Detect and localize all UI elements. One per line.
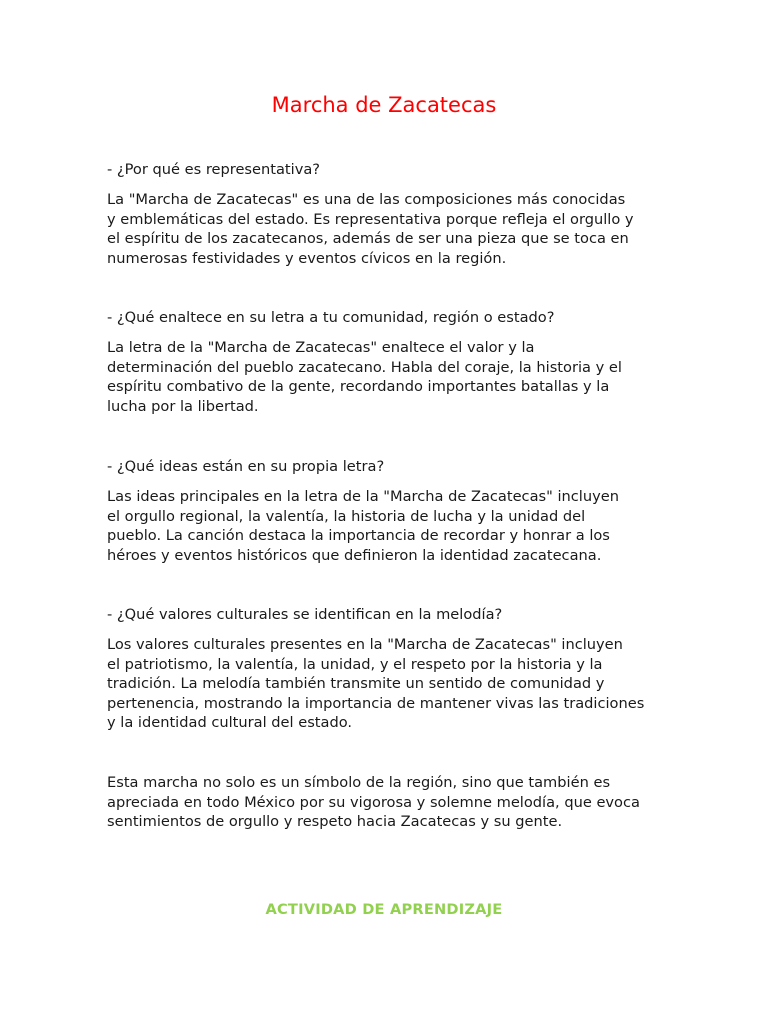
- document-title: Marcha de Zacatecas: [271, 93, 497, 117]
- activity-heading: ACTIVIDAD DE APRENDIZAJE: [265, 901, 503, 918]
- question-4: - ¿Qué valores culturales se identifican en la melodía?: [107, 606, 503, 623]
- question-3: - ¿Qué ideas están en su propia letra?: [107, 458, 385, 475]
- answer-1: La "Marcha de Zacatecas" es una de las composiciones más conocidas y emblemáticas del estado. Es representativa porque refleja el orgullo y el espíritu de los zacatecanos, además de ser una pieza que se toca en numerosas festividades y eventos cívicos en la región.: [107, 191, 634, 267]
- answer-3: Las ideas principales en la letra de la "Marcha de Zacatecas" incluyen el orgullo regional, la valentía, la historia de lucha y la unidad del pueblo. La canción destaca la importancia de recordar y honrar a los héroes y eventos históricos que definieron la identidad zacatecana.: [107, 488, 619, 564]
- answer-4: Los valores culturales presentes en la "Marcha de Zacatecas" incluyen el patriotismo, la valentía, la unidad, y el respeto por la historia y la tradición. La melodía también transmite un sentido de comunidad y pertenencia, mostrando la importancia de mantener vivas las tradiciones y la identidad cultural del estado.: [107, 636, 645, 732]
- answer-2: La letra de la "Marcha de Zacatecas" enaltece el valor y la determinación del pueblo zacatecano. Habla del coraje, la historia y el espíritu combativo de la gente, recordando importantes batallas y la lucha por la libertad.: [107, 339, 622, 415]
- question-1: - ¿Por qué es representativa?: [107, 161, 321, 178]
- closing-paragraph: Esta marcha no solo es un símbolo de la región, sino que también es apreciada en todo México por su vigorosa y solemne melodía, que evoca sentimientos de orgullo y respeto hacia Zacatecas y su gente.: [107, 774, 640, 831]
- question-2: - ¿Qué enaltece en su letra a tu comunidad, región o estado?: [107, 309, 555, 326]
